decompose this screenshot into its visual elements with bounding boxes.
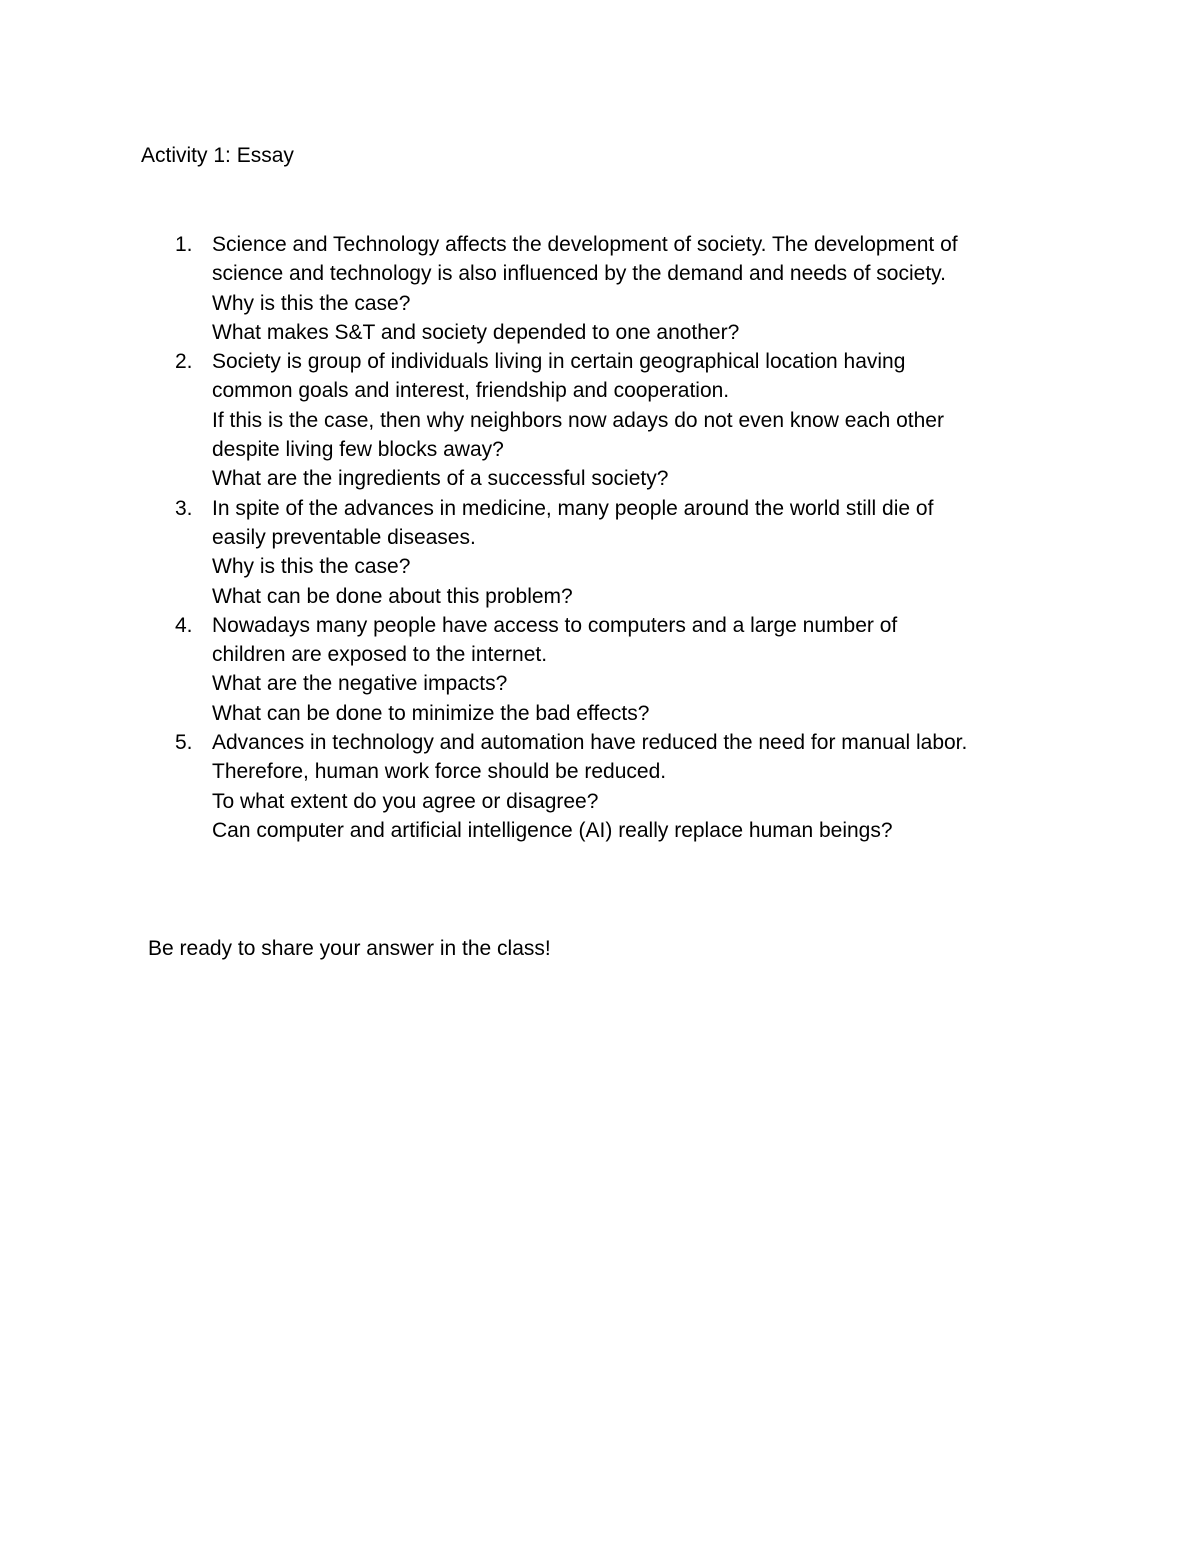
question-text-line: To what extent do you agree or disagree? bbox=[212, 789, 599, 813]
document-title: Activity 1: Essay bbox=[141, 144, 294, 167]
question-text-line: Society is group of individuals living in certain geographical location having bbox=[212, 350, 906, 374]
question-item bbox=[175, 347, 1075, 493]
question-text-line: What can be done about this problem? bbox=[212, 584, 573, 608]
question-text-line: What makes S&T and society depended to one another? bbox=[212, 320, 740, 344]
question-text-line: easily preventable diseases. bbox=[212, 525, 476, 549]
question-text-line: common goals and interest, friendship and cooperation. bbox=[212, 379, 730, 403]
question-text-line: If this is the case, then why neighbors now adays do not even know each other bbox=[212, 408, 944, 432]
question-item bbox=[175, 611, 1075, 728]
question-text-line: What are the ingredients of a successful society? bbox=[212, 467, 669, 491]
question-number: 5. bbox=[175, 731, 193, 755]
question-text-line: What are the negative impacts? bbox=[212, 672, 508, 696]
question-text-line: science and technology is also influenced by the demand and needs of society. bbox=[212, 262, 946, 286]
question-number: 3. bbox=[175, 496, 193, 520]
question-text-line: Therefore, human work force should be reduced. bbox=[212, 760, 667, 784]
question-item bbox=[175, 494, 1075, 611]
closing-note: Be ready to share your answer in the class! bbox=[148, 937, 551, 960]
question-text-line: Advances in technology and automation have reduced the need for manual labor. bbox=[212, 731, 968, 755]
question-text-line: despite living few blocks away? bbox=[212, 438, 504, 462]
question-text-line: What can be done to minimize the bad effects? bbox=[212, 701, 650, 725]
question-list bbox=[175, 230, 1075, 845]
question-text-line: Can computer and artificial intelligence (AI) really replace human beings? bbox=[212, 818, 893, 842]
question-item bbox=[175, 230, 1075, 347]
question-number: 4. bbox=[175, 613, 193, 637]
question-text-line: Why is this the case? bbox=[212, 555, 411, 579]
question-text-line: Nowadays many people have access to computers and a large number of bbox=[212, 613, 898, 637]
question-number: 1. bbox=[175, 233, 193, 256]
question-text-line: In spite of the advances in medicine, many people around the world still die of bbox=[212, 496, 934, 520]
question-number: 2. bbox=[175, 350, 193, 374]
question-item bbox=[175, 728, 1075, 845]
question-text-line: Science and Technology affects the development of society. The development of bbox=[212, 233, 958, 256]
question-text-line: children are exposed to the internet. bbox=[212, 643, 548, 667]
question-text-line: Why is this the case? bbox=[212, 291, 411, 315]
